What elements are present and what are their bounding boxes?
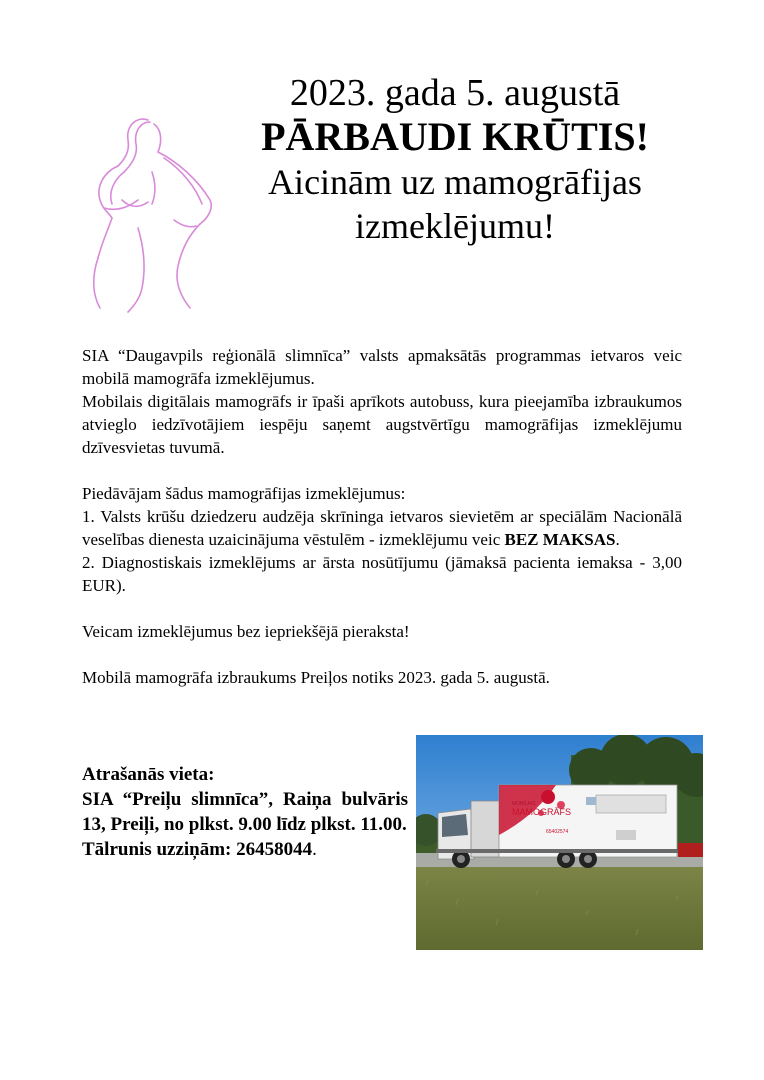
headline: PĀRBAUDI KRŪTIS! xyxy=(261,114,649,159)
visit-note: Mobilā mamogrāfa izbraukums Preiļos notiks 2023. gada 5. augustā. xyxy=(82,668,550,687)
description-paragraph: Mobilais digitālais mamogrāfs ir īpaši aprīkots autobuss, kura pieejamība izbraukumos atvieglo iedzīvotājiem iespēju saņemt augstvērtīgu mamogrāfijas izmeklējumu dzīvesvietas tuvumā. xyxy=(82,392,682,457)
location-heading: Atrašanās vieta: xyxy=(82,764,215,785)
truck-label: MAMOGRĀFS xyxy=(512,807,572,817)
woman-silhouette-icon xyxy=(78,108,228,313)
truck-small-text: MOBILAIS xyxy=(512,801,536,807)
no-appointment-note: Veicam izmeklējumus bez iepriekšējā pieraksta! xyxy=(82,622,410,641)
offer-item-1-text: 1. Valsts krūšu dziedzeru audzēja skrīninga ietvaros sievietēm ar speciālām Nacionālā veselības dienesta uzaicinājuma vēstulēm - izmeklējumu veic xyxy=(82,507,682,549)
event-date-heading: 2023. gada 5. augustā xyxy=(289,72,621,114)
offer-item-1 xyxy=(82,505,682,551)
mammography-truck-photo xyxy=(416,735,703,950)
phone-end: . xyxy=(312,839,317,860)
offer-intro: Piedāvājam šādus mamogrāfijas izmeklējumus: xyxy=(82,484,406,503)
free-of-charge-label: BEZ MAKSAS xyxy=(504,530,616,549)
offer-item-2: 2. Diagnostiskais izmeklējums ar ārsta nosūtījumu (jāmaksā pacienta iemaksa - 3,00 EUR). xyxy=(82,553,682,595)
location-block xyxy=(82,762,408,862)
truck-phone: 65402574 xyxy=(546,829,569,835)
subheadline-line-1: Aicinām uz mamogrāfijas xyxy=(268,162,642,202)
title-block xyxy=(220,72,690,248)
body-text xyxy=(82,344,682,689)
location-phone xyxy=(82,837,408,862)
location-address: SIA “Preiļu slimnīca”, Raiņa bulvāris 13, Preiļi, no plkst. 9.00 līdz plkst. 11.00. xyxy=(82,789,408,835)
phone-label: Tālrunis uzziņām: 26458044 xyxy=(82,839,313,860)
intro-paragraph: SIA “Daugavpils reģionālā slimnīca” valsts apmaksātās programmas ietvaros veic mobilā mamogrāfa izmeklējumus. xyxy=(82,346,682,388)
subheadline-line-2: izmeklējumu! xyxy=(355,206,555,246)
offer-item-1-end: . xyxy=(615,530,620,549)
